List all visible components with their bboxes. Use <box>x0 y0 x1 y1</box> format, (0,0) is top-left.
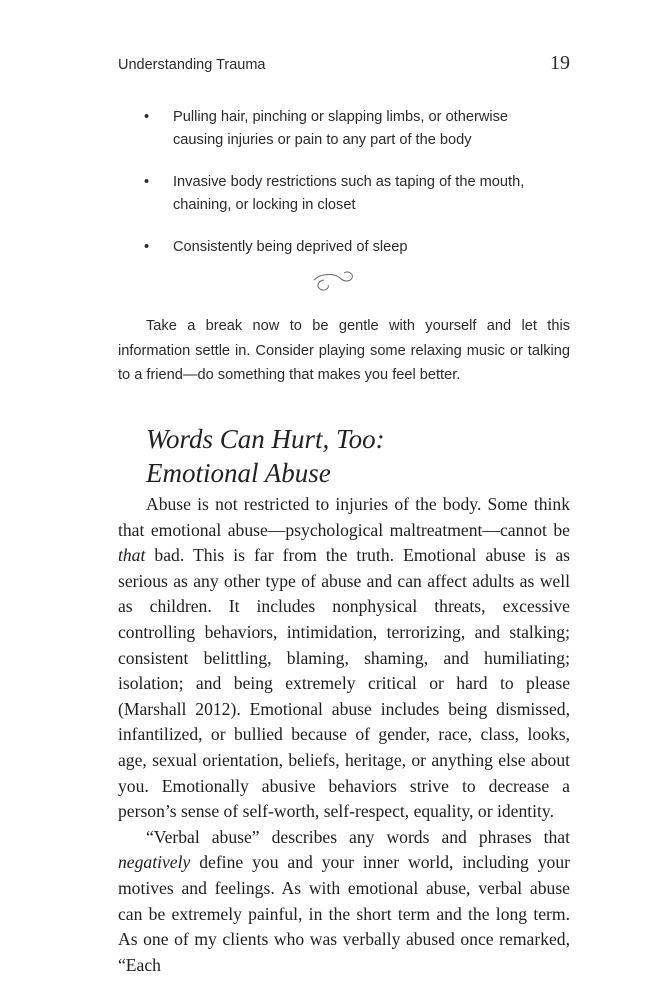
list-item-text: Consistently being deprived of sleep <box>173 239 408 255</box>
section-title-line-1: Words Can Hurt, Too: <box>146 424 385 454</box>
swirl-ornament-icon <box>310 266 358 296</box>
list-item-text: Pulling hair, pinching or slapping limbs, or otherwise causing injuries or pain to any part of the body <box>173 109 509 148</box>
paragraph-emotional-abuse <box>118 492 570 825</box>
emphasis-text: negatively <box>118 852 191 873</box>
running-head: Understanding Trauma <box>118 57 266 73</box>
paragraph-text: “Verbal abuse” describes any words and phrases that <box>146 826 570 847</box>
paragraph-text: Abuse is not restricted to injuries of the body. Some think that emotional abuse—psychological maltreatment—cannot be <box>118 494 570 540</box>
list-item <box>118 236 558 259</box>
section-title-line-2: Emotional Abuse <box>146 458 331 488</box>
paragraph-text: bad. This is far from the truth. Emotional abuse is as serious as any other type of abuse and can affect adults as well as children. It includes nonphysical threats, excessive controlling behaviors, intimidation, terrorizing, and stalking; consistent belittling, blaming, shaming, and humiliating; isolation; and being extremely critical or hard to please (Marshall 2012). Emotional abuse includes being dismissed, infantilized, or bullied because of gender, race, class, looks, age, sexual orientation, beliefs, heritage, or anything else about you. Emotionally abusive behaviors strive to decrease a person’s sense of self-worth, self-respect, equality, or identity. <box>118 545 570 822</box>
bullet-list <box>118 106 558 279</box>
emphasis-text: that <box>118 545 146 566</box>
bullet-marker: • <box>144 109 150 125</box>
page-number: 19 <box>550 52 570 74</box>
list-item <box>118 106 558 151</box>
list-item-text: Invasive body restrictions such as taping of the mouth, chaining, or locking in closet <box>173 174 525 213</box>
section-title <box>146 422 546 490</box>
bullet-marker: • <box>144 174 150 190</box>
break-note: Take a break now to be gentle with yourself and let this information settle in. Consider playing some relaxing music or talking to a friend—do something that makes you feel better. <box>118 318 570 383</box>
paragraph-verbal-abuse <box>118 825 570 979</box>
list-item <box>118 171 558 216</box>
bullet-marker: • <box>144 239 150 255</box>
paragraph-text: define you and your inner world, including your motives and feelings. As with emotional abuse, verbal abuse can be extremely painful, in the short term and the long term. As one of my clients who was verbally abused once remarked, “Each <box>118 852 570 975</box>
body-text <box>118 492 570 978</box>
